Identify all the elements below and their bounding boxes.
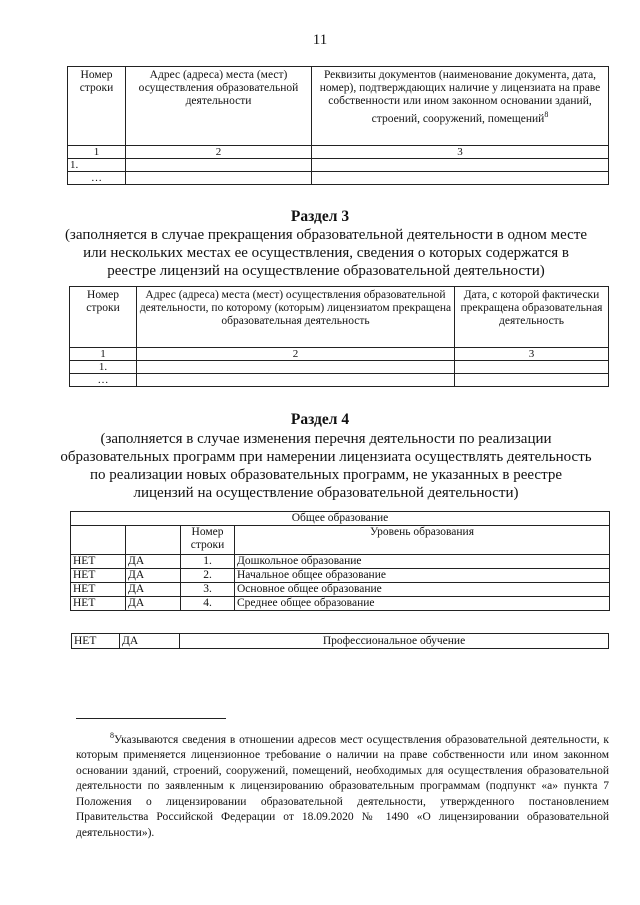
yes-option[interactable]: ДА (126, 555, 181, 569)
general-education-title: Общее образование (71, 512, 610, 526)
table-row (70, 361, 609, 374)
addresses-table (67, 66, 609, 185)
no-option[interactable]: НЕТ (71, 583, 126, 597)
general-education-table (70, 511, 610, 611)
footnote-divider (76, 718, 226, 719)
yes-option[interactable]: ДА (126, 583, 181, 597)
section3-title: Раздел 3 (290, 208, 350, 225)
date-cell[interactable] (455, 374, 609, 387)
column-number: 3 (455, 348, 609, 361)
footnote-mark: 8 (544, 110, 549, 119)
header-address: Адрес (адреса) места (мест) осуществления образовательной деятельности (126, 67, 312, 146)
row-number: 1. (70, 361, 137, 374)
header-address: Адрес (адреса) места (мест) осуществления образовательной деятельности, по которому (которым) лицензиатом прекращена образовательная деятельность (137, 287, 455, 348)
no-option[interactable]: НЕТ (71, 597, 126, 611)
section4-description: (заполняется в случае изменения перечня деятельности по реализации образовательных программ при намерении лицензиата осуществлять деятельность по реализации новых образовательных программ, не указанных в реестре лицензий на осуществление образовательной деятельности) (60, 431, 592, 501)
header-termination-date: Дата, с которой фактически прекращена образовательная деятельность (455, 287, 609, 348)
terminated-addresses-table (69, 286, 609, 387)
table-row (68, 159, 609, 172)
education-level: Основное общее образование (235, 583, 610, 597)
column-number: 2 (126, 146, 312, 159)
education-level: Начальное общее образование (235, 569, 610, 583)
header-row-number: Номер строки (68, 67, 126, 146)
address-cell[interactable] (137, 361, 455, 374)
date-cell[interactable] (455, 361, 609, 374)
table-row (68, 172, 609, 185)
row-number: 1. (181, 555, 235, 569)
section3-description: (заполняется в случае прекращения образовательной деятельности в одном месте или нескольких местах ее осуществления, сведения о которых содержатся в реестре лицензий на осуществление образовательной деятельности) (64, 227, 588, 279)
address-cell[interactable] (137, 374, 455, 387)
documents-cell[interactable] (312, 172, 609, 185)
yes-option[interactable]: ДА (120, 634, 180, 649)
footnote-mark: 8 (110, 731, 114, 740)
header-row-number: Номер строки (181, 526, 235, 555)
table-row (72, 634, 609, 649)
documents-cell[interactable] (312, 159, 609, 172)
table-row (71, 555, 610, 569)
section4-title: Раздел 4 (290, 411, 350, 428)
no-option[interactable]: НЕТ (71, 569, 126, 583)
professional-training-table (71, 633, 609, 649)
column-number: 1 (70, 348, 137, 361)
address-cell[interactable] (126, 172, 312, 185)
no-option[interactable]: НЕТ (72, 634, 120, 649)
header-documents: Реквизиты документов (наименование документа, дата, номер), подтверждающих наличие у лицензиата на праве собственности или ином законном основании зданий, строений, сооружений, помещений$^8$ (312, 67, 609, 146)
row-number: 2. (181, 569, 235, 583)
row-number: … (68, 172, 126, 185)
row-number: 1. (68, 159, 126, 172)
table-row (71, 597, 610, 611)
table-row (70, 374, 609, 387)
column-number: 3 (312, 146, 609, 159)
column-number: 1 (68, 146, 126, 159)
row-number: … (70, 374, 137, 387)
yes-option[interactable]: ДА (126, 597, 181, 611)
row-number: 4. (181, 597, 235, 611)
table-row (71, 569, 610, 583)
education-level: Среднее общее образование (235, 597, 610, 611)
address-cell[interactable] (126, 159, 312, 172)
no-option[interactable]: НЕТ (71, 555, 126, 569)
header-row-number: Номер строки (70, 287, 137, 348)
footnote (76, 728, 609, 841)
column-number: 2 (137, 348, 455, 361)
footnote-text: Указываются сведения в отношении адресов мест осуществления образовательной деятельности, к которым применяется лицензионное требование о наличии на праве собственности или ином законном основании зданий, строений, сооружений, помещений, необходимых для осуществления образовательной деятельности по заявленным к лицензированию образовательным программам (подпункт «а» пункта 7 Положения о лицензировании образовательной деятельности, утвержденного постановлением Правительства Российской Федерации от 18.09.2020 № 1490 «О лицензировании образовательной деятельности»). (76, 733, 609, 839)
table-row (71, 583, 610, 597)
page-number: 11 (312, 32, 328, 48)
row-number: 3. (181, 583, 235, 597)
professional-training-label: Профессиональное обучение (180, 634, 609, 649)
education-level: Дошкольное образование (235, 555, 610, 569)
yes-option[interactable]: ДА (126, 569, 181, 583)
header-education-level: Уровень образования (235, 526, 610, 555)
